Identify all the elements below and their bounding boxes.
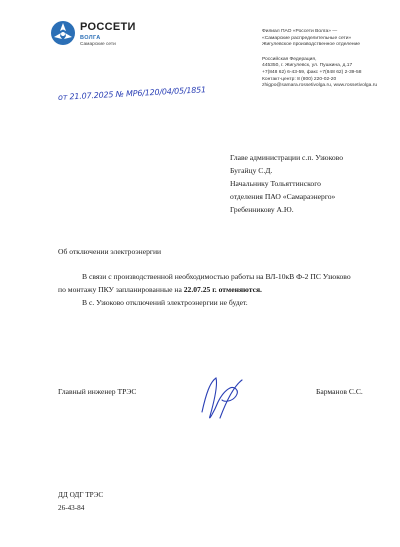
organization-header — [262, 29, 394, 90]
logo-title: РОССЕТИ — [80, 21, 136, 33]
footer-contact — [58, 489, 103, 514]
org-address-line: 445350, г. Жигулевск, ул. Пушкина, д.17 — [262, 63, 353, 69]
body-line: В связи с производственной необходимостью работы на ВЛ-10кВ Ф-2 ПС Узюково — [82, 272, 351, 281]
addressee-line: Главе администрации с.п. Узюково — [230, 153, 344, 162]
footer-phone: 26-43-84 — [58, 503, 85, 512]
cancelled-date-text: 22.07.25 г. отменяются. — [183, 284, 262, 294]
letter-subject: Об отключении электроэнергии — [58, 247, 162, 256]
addressee-line: Бугайцу С.Д. — [230, 166, 273, 175]
org-line: «Самарские распределительные сети» — [262, 35, 352, 41]
signatory-name: Барманов С.С. — [316, 387, 363, 396]
org-line: Филиал ПАО «Россети Волга» — — [262, 29, 338, 34]
company-logo — [50, 16, 160, 56]
addressee-line: отделения ПАО «Самараэнерго» — [230, 192, 336, 201]
body-paragraph-2: В с. Узюково отключений электроэнергии не будет. — [82, 298, 248, 307]
logo-subtitle-2: Самарские сети — [80, 42, 116, 47]
footer-department: ДД ОДГ ТРЭС — [58, 491, 104, 499]
signatory-position: Главный инженер ТРЭС — [58, 387, 137, 396]
addressee-line: Гребенникову А.Ю. — [230, 205, 294, 214]
body-paragraph-1 — [58, 271, 351, 296]
registration-number: от 21.07.2025 № МР6/120/04/05/1851 — [57, 85, 207, 102]
addressee-block — [230, 151, 343, 216]
org-phone-line: +7(848 62) 6-43-59, факс +7(848 62) 2-39-58 — [262, 69, 362, 75]
rosseti-logo-icon — [50, 20, 76, 46]
body-text: по монтажу ПКУ запланированные на — [58, 284, 184, 294]
org-email-website: zhigpo@samara.rossetivolga.ru, www.rossetivolga.ru — [262, 83, 378, 89]
org-contact-center: Контакт-центр: 8 (800) 220-02-20 — [262, 76, 337, 82]
logo-subtitle: ВОЛГА — [80, 35, 101, 41]
body-line — [58, 284, 351, 297]
org-address-line: Российская Федерация, — [262, 56, 317, 62]
org-line: Жигулевское производственное отделение — [262, 42, 360, 48]
handwritten-signature — [196, 372, 246, 426]
addressee-line: Начальнику Тольяттинского — [230, 179, 321, 188]
